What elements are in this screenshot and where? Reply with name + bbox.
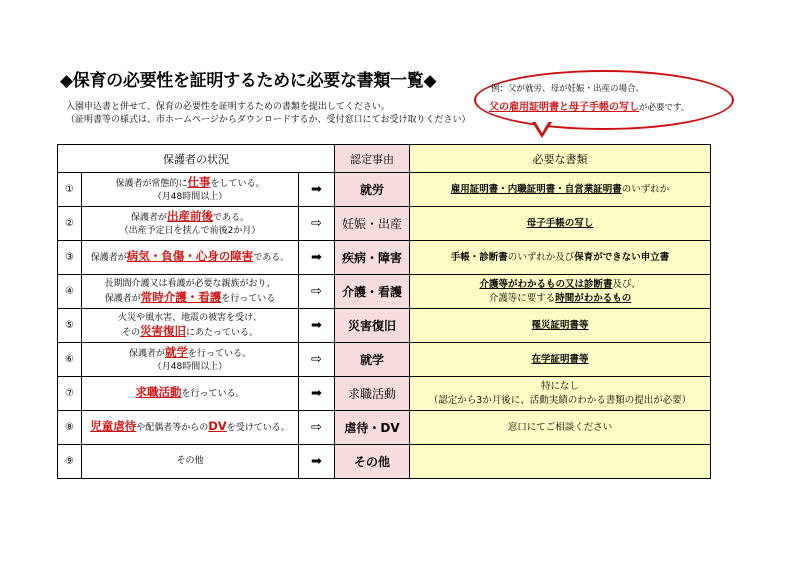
status-highlight: 災害復旧 (140, 323, 186, 338)
row-reason: その他 (335, 445, 410, 479)
row-reason: 就学 (335, 343, 410, 377)
row-status: 長期間介護又は看護が必要な親族がおり、 保護者が常時介護・看護を行っている (82, 275, 299, 309)
row-docs: 手帳・診断書のいずれか及び保育ができない申立書 (410, 241, 711, 275)
row-number: ③ (58, 241, 82, 275)
row-number: ⑧ (58, 411, 82, 445)
arrow-icon: ➡ (299, 445, 335, 479)
header-docs: 必要な書類 (410, 145, 711, 173)
table-row (58, 207, 711, 241)
row-docs: 窓口にてご相談ください (410, 411, 711, 445)
status-highlight: 求職活動 (135, 385, 182, 399)
row-reason: 介護・看護 (335, 275, 410, 309)
row-status: 求職活動を行っている。 (82, 377, 299, 411)
documents-table (57, 144, 711, 479)
row-status: その他 (82, 445, 299, 479)
row-docs: 母子手帳の写し (410, 207, 711, 241)
arrow-icon: ⇨ (299, 207, 335, 241)
row-number: ⑦ (58, 377, 82, 411)
page-title: ◆保育の必要性を証明するために必要な書類一覧◆ (60, 71, 437, 91)
table-row (58, 445, 711, 479)
row-docs: 雇用証明書・内職証明書・自営業証明書のいずれか (410, 173, 711, 207)
status-highlight: 出産前後 (167, 208, 213, 223)
header-status: 保護者の状況 (58, 145, 335, 173)
row-status: 児童虐待や配偶者等からのDVを受けている。 (82, 411, 299, 445)
status-highlight: DV (208, 419, 227, 433)
row-status: 火災や風水害、地震の被害を受け、 その災害復旧にあたっている。 (82, 309, 299, 343)
row-docs (410, 445, 711, 479)
header-reason: 認定事由 (335, 145, 410, 173)
callout-suffix: が必要です。 (639, 103, 690, 113)
table-row (58, 343, 711, 377)
row-docs: 介護等がわかるもの又は診断書及び、 介護等に要する時間がわかるもの (410, 275, 711, 309)
intro-line-1: 入園申込書と併せて、保育の必要性を証明するための書類を提出してください。 (66, 102, 390, 112)
row-reason: 妊娠・出産 (335, 207, 410, 241)
row-docs: 特になし （認定から3か月後に、活動実績のわかる書類の提出が必要） (410, 377, 711, 411)
table-row (58, 411, 711, 445)
arrow-icon: ➡ (299, 377, 335, 411)
arrow-icon: ⇨ (299, 275, 335, 309)
arrow-icon: ⇨ (299, 411, 335, 445)
row-status: 保護者が就学を行っている。 （月48時間以上） (82, 343, 299, 377)
status-highlight: 常時介護・看護 (140, 289, 222, 304)
callout-line-2 (489, 98, 689, 113)
table-row (58, 173, 711, 207)
row-docs: 在学証明書等 (410, 343, 711, 377)
row-reason: 災害復旧 (335, 309, 410, 343)
arrow-icon: ➡ (299, 241, 335, 275)
row-number: ⑥ (58, 343, 82, 377)
status-highlight: 仕事 (187, 174, 211, 189)
row-status: 保護者が病気・負傷・心身の障害である。 (82, 241, 299, 275)
table-row (58, 275, 711, 309)
row-reason: 虐待・DV (335, 411, 410, 445)
row-number: ② (58, 207, 82, 241)
intro-text (66, 101, 471, 127)
table-header-row (58, 145, 711, 173)
status-highlight: 病気・負傷・心身の障害 (126, 249, 254, 263)
callout-line-1: 例：父が就労、母が妊娠・出産の場合、 (491, 84, 645, 94)
table-row (58, 309, 711, 343)
row-number: ⑨ (58, 445, 82, 479)
row-reason: 求職活動 (335, 377, 410, 411)
arrow-icon: ➡ (299, 173, 335, 207)
row-status: 保護者が常態的に仕事をしている。 （月48時間以上） (82, 173, 299, 207)
row-status: 保護者が出産前後である。 （出産予定日を挟んで前後2か月） (82, 207, 299, 241)
table-row (58, 241, 711, 275)
intro-line-2: （証明書等の様式は、市ホームページからダウンロードするか、受付窓口にてお受け取りください） (66, 115, 471, 125)
table-row (58, 377, 711, 411)
row-reason: 就労 (335, 173, 410, 207)
row-number: ⑤ (58, 309, 82, 343)
row-number: ① (58, 173, 82, 207)
arrow-icon: ⇨ (299, 343, 335, 377)
row-number: ④ (58, 275, 82, 309)
arrow-icon: ➡ (299, 309, 335, 343)
row-docs: 罹災証明書等 (410, 309, 711, 343)
row-reason: 疾病・障害 (335, 241, 410, 275)
callout-highlight: 父の雇用証明書と母子手帳の写し (489, 102, 639, 113)
status-highlight: 就学 (165, 344, 188, 359)
status-highlight: 児童虐待 (90, 419, 137, 433)
